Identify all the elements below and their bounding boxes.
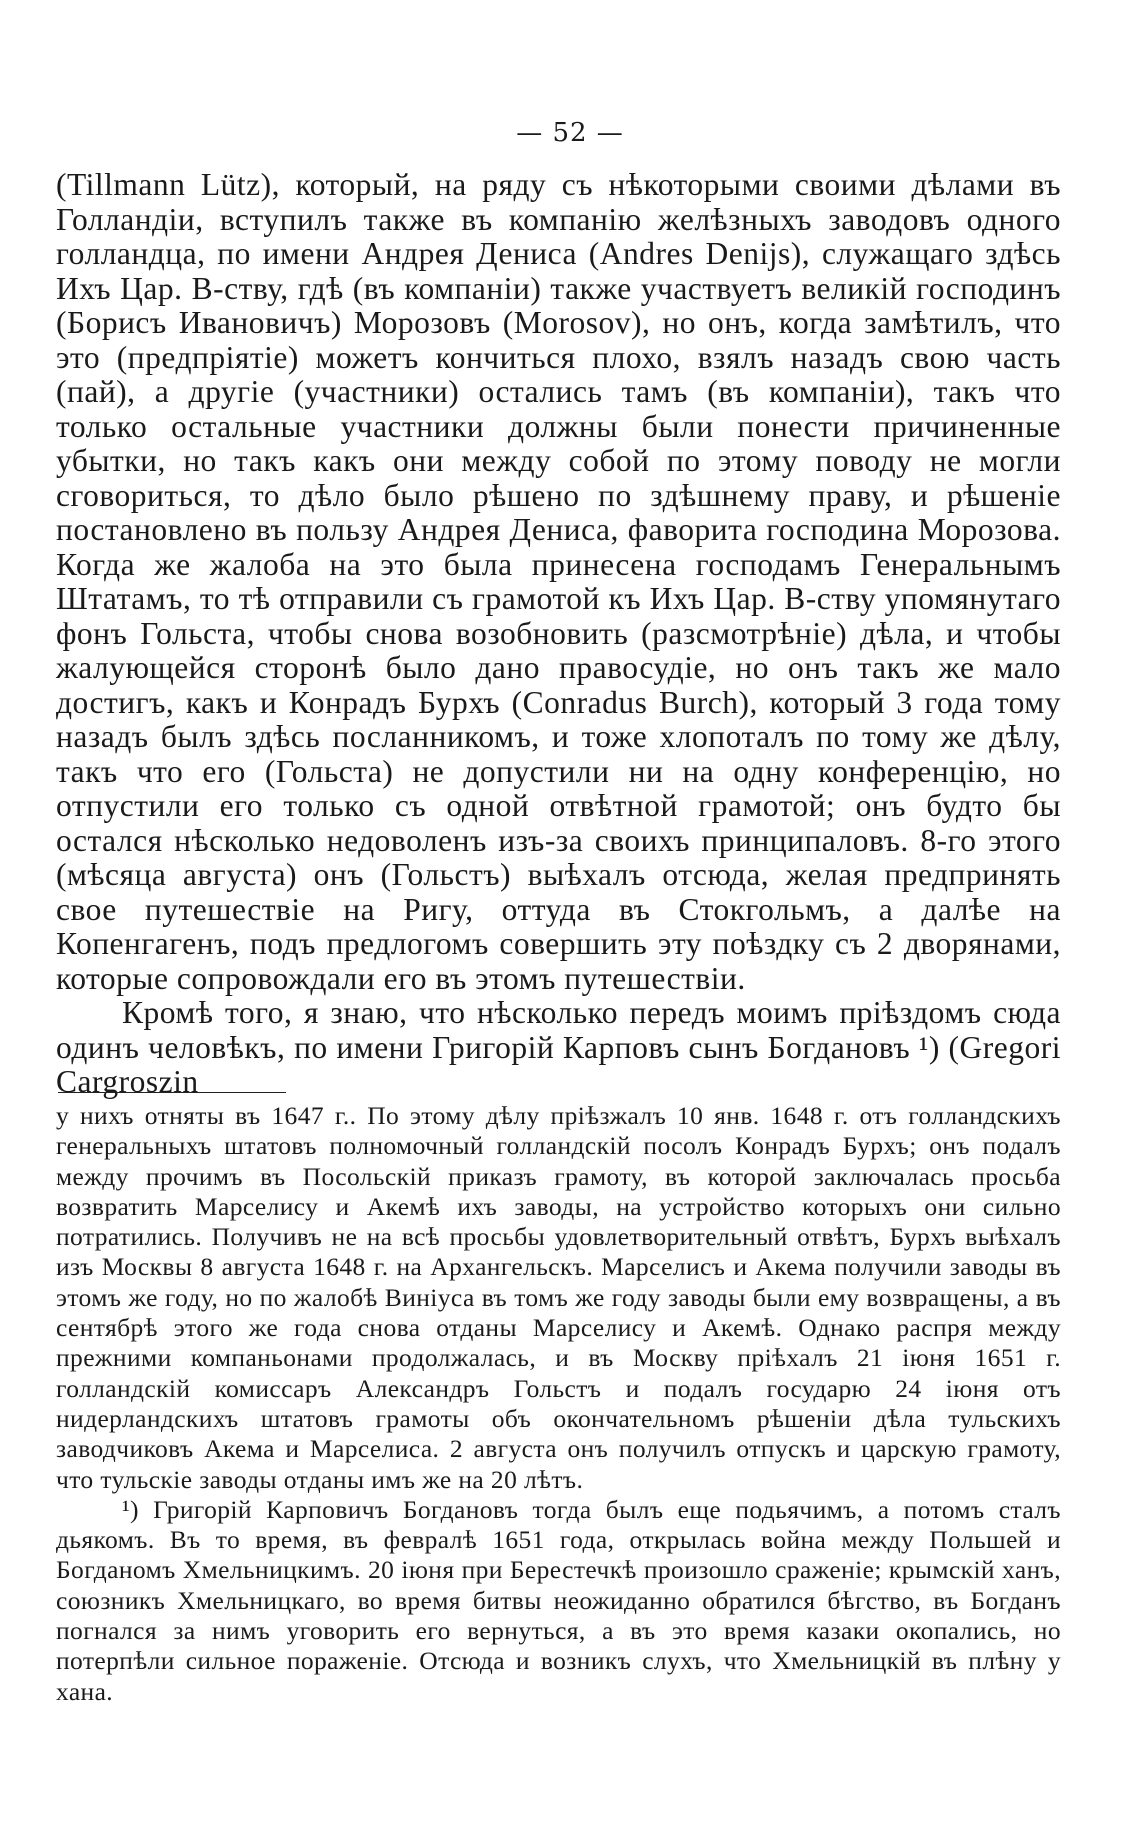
footnote-1: ¹) Григорій Карповичъ Богдановъ тогда былъ еще подьячимъ, а потомъ сталъ дьякомъ. Въ то время, въ февралѣ 1651 года, открылась война между Польшей и Богданомъ Хмельницкимъ. 20 іюня при Берестечкѣ произошло сраженіе; крымскій ханъ, союзникъ Хмельницкаго, во время битвы неожиданно обратился бѣгство, въ Богданъ погнался за нимъ уговорить его вернуться, а въ это время казаки окопались, но потерпѣли сильное пораженіе. Отсюда и возникъ слухъ, что Хмельницкій въ плѣну у хана. <box>56 1494 1061 1706</box>
page-number: — 52 — <box>516 118 624 148</box>
main-text <box>56 168 1061 1100</box>
footnote-divider <box>58 1092 286 1093</box>
main-paragraph-1: (Tillmann Lütz), который, на ряду съ нѣкоторыми своими дѣлами въ Голландіи, вступилъ также въ компанію желѣзныхъ заводовъ одного голландца, по имени Андрея Дениса (Andres Denijs), служащаго здѣсь Ихъ Цар. В-ству, гдѣ (въ компаніи) также участвуетъ великій господинъ (Борисъ Ивановичъ) Морозовъ (Morosov), но онъ, когда замѣтилъ, что это (предпріятіе) можетъ кончиться плохо, взялъ назадъ свою часть (пай), а другіе (участники) остались тамъ (въ компаніи), такъ что только остальные участники должны были понести причиненные убытки, но такъ какъ они между собой по этому поводу не могли сговориться, то дѣло было рѣшено по здѣшнему праву, и рѣшеніе постановлено въ пользу Андрея Дениса, фаворита господина Морозова. Когда же жалоба на это была принесена господамъ Генеральнымъ Штатамъ, то тѣ отправили съ грамотой къ Ихъ Цар. В-ству упомянутаго фонъ Гольста, чтобы снова возобновить (разсмотрѣніе) дѣла, и чтобы жалующейся сторонѣ было дано правосудіе, но онъ такъ же мало достигъ, какъ и Конрадъ Бурхъ (Conradus Burch), который 3 года тому назадъ былъ здѣсь посланникомъ, и тоже хлопоталъ по тому же дѣлу, такъ что его (Гольста) не допустили ни на одну конференцію, но отпустили его только съ одной отвѣтной грамотой; онъ будто бы остался нѣсколько недоволенъ изъ-за своихъ принципаловъ. 8-го этого (мѣсяца августа) онъ (Гольстъ) выѣхалъ отсюда, желая предпринять свое путешествіе на Ригу, оттуда въ Стокгольмъ, а далѣе на Копенгагенъ, подъ предлогомъ совершить эту поѣздку съ 2 дворянами, которые сопровождали его въ этомъ путешествіи. <box>56 167 1061 996</box>
footnote-continuation: у нихъ отняты въ 1647 г.. По этому дѣлу пріѣзжалъ 10 янв. 1648 г. отъ голландскихъ генеральныхъ штатовъ полномочный голландскій посолъ Конрадъ Бурхъ; онъ подалъ между прочимъ въ Посольскій приказъ грамоту, въ которой заключалась просьба возвратить Марселису и Акемѣ ихъ заводы, на устройство которыхъ они сильно потратились. Получивъ не на всѣ просьбы удовлетворительный отвѣтъ, Бурхъ выѣхалъ изъ Москвы 8 августа 1648 г. на Архангельскъ. Марселисъ и Акема получили заводы въ этомъ же году, но по жалобѣ Виніуса въ томъ же году заводы были ему возвращены, а въ сентябрѣ этого же года снова отданы Марселису и Акемѣ. Однако распря между прежними компаньонами продолжалась, и въ Москву пріѣхалъ 21 іюня 1651 г. голландскій комиссаръ Александръ Гольстъ и подалъ государю 24 іюня отъ нидерландскихъ штатовъ грамоты объ окончательномъ рѣшеніи дѣла тульскихъ заводчиковъ Акема и Марселиса. 2 августа онъ получилъ отпускъ и царскую грамоту, что тульскіе заводы отданы имъ же на 20 лѣтъ. <box>56 1101 1061 1494</box>
footnotes <box>56 1101 1061 1707</box>
main-paragraph-2: Кромѣ того, я знаю, что нѣсколько передъ моимъ пріѣздомъ сюда одинъ человѣкъ, по имени Григорій Карповъ сынъ Богдановъ ¹) (Gregori Cargroszin <box>56 995 1061 1099</box>
